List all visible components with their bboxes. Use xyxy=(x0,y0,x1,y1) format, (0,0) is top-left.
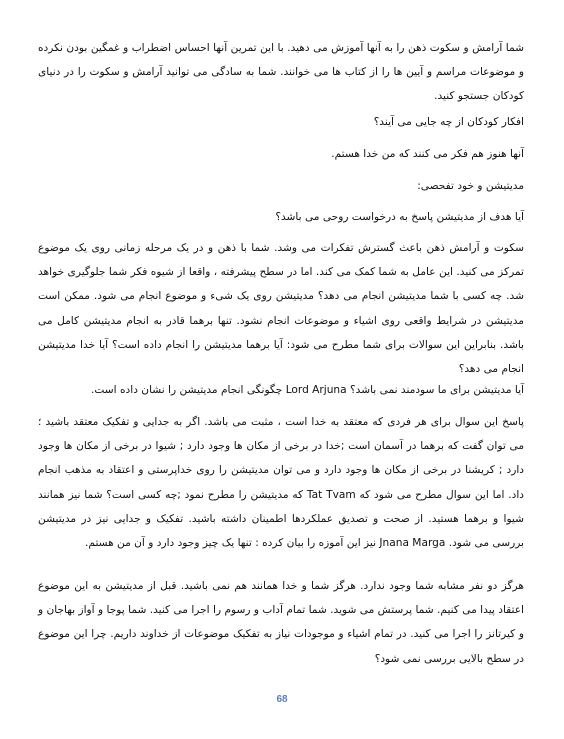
paragraph-children-calm: شما آرامش و سکوت ذهن را به آنها آموزش می دهید. با این تمرین آنها احساس اضطراب و غمگین بودن نکرده و موضوعات مراسم و آیین ها را از کتاب ها می خوانند. شما به سادگی می توانید آرامش و سکوت را در دنیای کودکان جستجو کنید. xyxy=(38,42,524,103)
paragraph-lord-arjuna: آیا مدیتیشن برای ما سودمند نمی باشد؟ Lord Arjuna چگونگی انجام مدیتیشن را نشان داده است. xyxy=(91,384,524,396)
section-heading-meditation: مدیتیشن و خود تفحصی: xyxy=(417,180,524,192)
paragraph-children-thoughts-question: افکار کودکان از چه جایی می آیند؟ xyxy=(373,116,524,128)
paragraph-god-statement: آنها هنوز هم فکر می کنند که من خدا هستم. xyxy=(331,148,524,160)
paragraph-never-two-alike: هرگز دو نفر مشابه شما وجود ندارد. هرگز شما و خدا همانند هم نمی باشید. قبل از مدیتیشن به این موضوع اعتقاد پیدا می کنیم. شما پرستش می شوید. شما تمام آداب و رسوم را اجرا می کنید. شما پوجا و آواز بهاجان و و کیرتانز را اجرا می کنید. در تمام اشیاء و موجودات نیاز به تفکیک موضوعات از خداوند داریم. چرا این موضوع در سطح بالایی بررسی نمی شود؟ xyxy=(38,580,524,665)
paragraph-silence-of-mind: سکوت و آرامش ذهن باعث گسترش تفکرات می وشد. شما با ذهن و در یک مرحله زمانی روی یک موضوع تمرکز می کنید. این عامل به شما کمک می کند. اما در سطح پیشرفته ، واقعا از شیوه فکر شما جلوگیری خواهد شد. چه کسی با شما مدیتیشن انجام می دهد؟ مدیتیشن روی یک شیء و موضوع انجام می شود. ممکن است مدیتیشن در شرایط واقعی روی اشیاء و موضوعات انجام نشود. تنها برهما قادر به انجام مدیتیشن کامل می باشد. بنابراین این سوالات برای شما مطرح می شود: آیا برهما مدیتیشن را انجام داده است؟ آیا خدا مدیتیشن انجام می دهد؟ xyxy=(38,242,524,376)
paragraph-meditation-purpose-question: آیا هدف از مدیتیشن پاسخ به درخواست روحی می باشد؟ xyxy=(275,211,524,223)
paragraph-answer-for-believers: پاسخ این سوال برای هر فردی که معتقد به خدا است ، مثبت می باشد. اگر به جدایی و تفکیک معتقد باشید ؛ می توان گفت که برهما در آسمان است ;خدا در برخی از مکان ها وجود دارد ; شیوا در برخی از مکان ها وجود دارد ; کریشنا در برخی از مکان ها وجود دارد و می توان مدیتیشن را روی خداپرستی و اعتقاد به مذهب انجام داد. اما این سوال مطرح می شود که Tat Tvam که مدیتیشن را مطرح نمود ;چه کسی است؟ شما نیز همانند شیوا و برهما هستید. از صحت و تصدیق عملکردها اطمینان داشته باشید. تفکیک و جدایی نیز در مدیتیشن بررسی می شود. Jnana Marga نیز این آموزه را بیان کرده : تنها یک چیز وجود دارد و آن من هستم. xyxy=(38,416,525,550)
page-number: 68 xyxy=(276,694,288,705)
